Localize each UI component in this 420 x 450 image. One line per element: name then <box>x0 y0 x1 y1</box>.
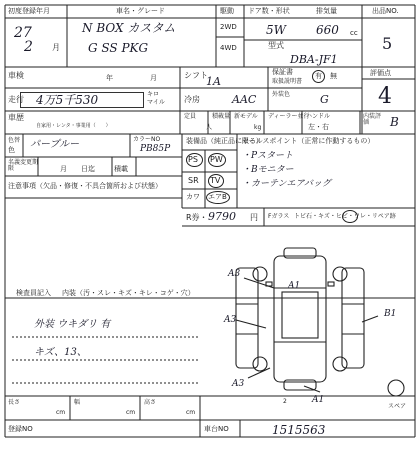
length-label: 長さ <box>8 399 21 406</box>
damage-a3-left-side: A3 <box>224 315 237 325</box>
height-label: 高さ <box>144 399 157 406</box>
handle-label: ハンドル <box>306 113 331 120</box>
drive-2wd-label: 2WD <box>220 23 237 31</box>
model-code-value: DBA-JF1 <box>290 53 338 66</box>
mileage-label: 走行 <box>8 95 24 104</box>
selling-points-label: セールスポイント（正常に作動するもの） <box>242 137 375 145</box>
notes-label: 注意事項（欠品・修復・不具合箇所および状態） <box>8 182 162 190</box>
model-code-label: 型式 <box>268 41 284 50</box>
color-side-label: 外装色 <box>272 91 291 98</box>
height-unit: cm <box>186 409 196 416</box>
doc-label: 名義変更期限 <box>8 159 39 172</box>
cc-label: cc <box>350 29 358 37</box>
doc-load-label: 積載 <box>114 165 128 173</box>
equip-leather: カワ <box>186 193 200 201</box>
mile-label: マイル <box>147 99 165 106</box>
history-label: 車歴 <box>8 113 24 122</box>
score-value: 4 <box>378 84 392 109</box>
equip-tv-circle <box>208 174 224 188</box>
equip-airbag: エアB <box>208 193 227 201</box>
doc-date-label: 月 日迄 <box>60 165 95 173</box>
doors-value: 5W <box>266 23 286 37</box>
reg-month-value: 2 <box>24 39 33 55</box>
ac-label: 冷房 <box>184 95 200 104</box>
r-amount-value: 9790 <box>208 210 236 223</box>
width-label: 幅 <box>74 399 81 406</box>
chassis-no-label: 車台NO <box>204 425 229 433</box>
shift-value: 1A <box>206 75 221 88</box>
first-reg-label: 初度登録年月 <box>8 7 50 15</box>
damage-a1-bottom: A1 <box>312 395 325 405</box>
listing-no-value: 5 <box>382 34 393 53</box>
grade-value: G SS PKG <box>88 41 149 55</box>
damage-a1-side: A1 <box>288 281 301 291</box>
equip-ps: PS <box>188 155 198 164</box>
damage-a3-rear-left: A3 <box>232 379 245 389</box>
color-label: 色 <box>8 146 15 154</box>
displacement-value: 660 <box>316 23 339 37</box>
equip-tv: TV <box>210 176 221 185</box>
color-no-label: カラーNO <box>133 136 161 143</box>
displacement-label: 排気量 <box>316 7 337 15</box>
selling-point-1: ・Pスタート <box>242 151 294 161</box>
mileage-value: 4万5千530 <box>36 93 99 107</box>
interior-score-value: B <box>390 115 399 129</box>
equip-ps-circle <box>186 153 203 167</box>
equip-pw-circle <box>208 153 226 167</box>
reg-year-value: 27 <box>14 25 32 41</box>
interior-score-label: 内装評価 <box>363 113 382 126</box>
inspector-label: 検査員記入 <box>16 289 51 297</box>
dealer-label: ディーラー並行 <box>268 113 310 120</box>
person-label: 人 <box>206 124 213 131</box>
equipment-label: 装備品（純正品に限る） <box>186 137 263 145</box>
warranty-has-label: 有 <box>315 72 322 80</box>
inspection-month-label: 月 <box>150 74 157 82</box>
note-line-1: 外装 ウキダリ 有 <box>34 319 111 330</box>
r-label: R券・ <box>186 213 208 222</box>
color-value: パープルー <box>30 139 80 150</box>
chassis-no-value: 1515563 <box>272 423 326 437</box>
warranty-none-label: 無 <box>330 72 337 80</box>
length-unit: cm <box>56 409 66 416</box>
history-sub-label: 自家用・レンタ・事業用（ ） <box>36 123 111 129</box>
selling-point-2: ・Bモニター <box>242 165 294 175</box>
new-model-label: 新モデル <box>234 113 258 120</box>
equip-pw: PW <box>210 155 223 164</box>
model-name-value: N BOX カスタム <box>82 21 176 35</box>
color-grade-value: G <box>320 93 329 106</box>
model-label: 車名・グレード <box>116 7 165 15</box>
reg-no-label: 登録NO <box>8 425 33 433</box>
drive-label: 駆動 <box>220 7 234 15</box>
color-no-value: PB85P <box>140 144 171 154</box>
load-label: 積載量 <box>212 113 231 120</box>
ac-value: AAC <box>232 93 257 106</box>
listing-no-label: 出品NO. <box>372 7 399 15</box>
glass-label: Fガラス <box>268 213 290 220</box>
equip-sr: SR <box>188 176 199 185</box>
shift-label: シフト <box>184 71 208 80</box>
kg-label: kg <box>254 124 262 131</box>
glass-marks-label: トビ石・キズ・ヒビ・ワレ・リペア跡 <box>294 213 396 220</box>
warranty-sub-label: 取扱説明書 <box>272 78 303 85</box>
selling-point-3: ・カーテンエアバッグ <box>242 179 331 189</box>
inspection-year-label: 年 <box>106 74 113 82</box>
damage-b1-right: B1 <box>384 309 397 319</box>
drive-4wd-label: 4WD <box>220 44 237 52</box>
r-unit-label: 円 <box>250 213 258 222</box>
spare-label: スペア <box>388 403 407 410</box>
width-unit: cm <box>126 409 136 416</box>
reg-month-label: 月 <box>52 43 60 52</box>
equip-airbag-circle <box>206 191 230 204</box>
door-label: ドア数・形状 <box>248 7 290 15</box>
km-label: キロ <box>147 91 160 98</box>
capacity-label: 定員 <box>184 113 197 120</box>
score-label: 評価点 <box>370 69 391 77</box>
color-change-label: 色替 <box>8 137 21 144</box>
warranty-label: 保証書 <box>272 68 293 76</box>
damage-a3-front-left: A3 <box>228 269 241 279</box>
svg-text:2: 2 <box>283 398 287 405</box>
note-line-2: キズ、13、 <box>34 347 87 358</box>
lr-label: 左・右 <box>308 123 329 131</box>
glass-hibi-circle <box>342 210 358 223</box>
interior-marks-label: 内装（汚・スレ・キズ・キレ・コゲ・穴） <box>62 289 195 297</box>
inspection-label: 車検 <box>8 71 24 80</box>
